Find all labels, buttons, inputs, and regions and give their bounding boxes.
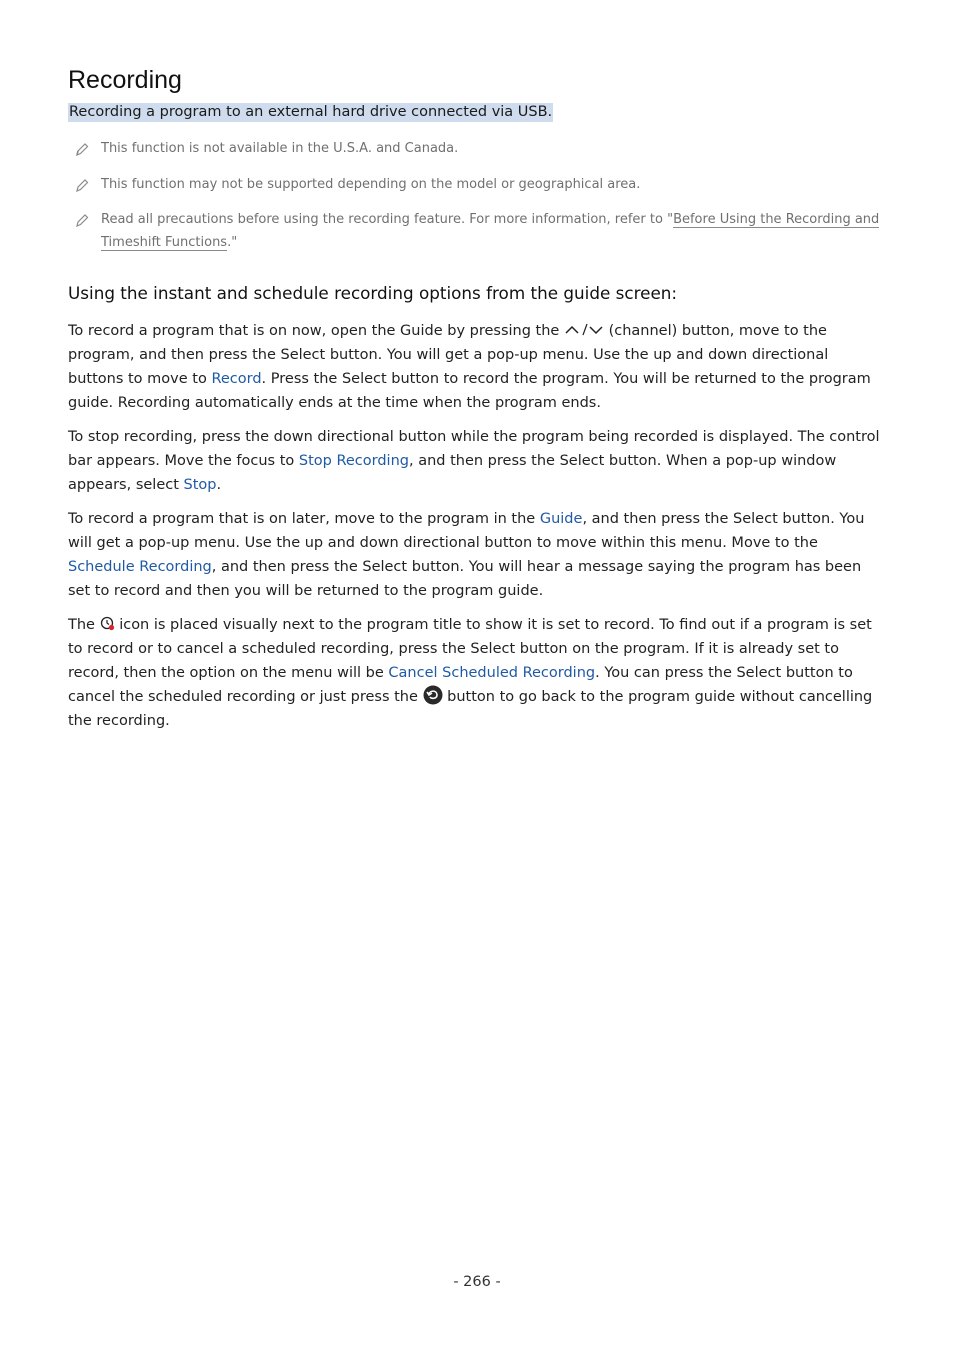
text: The [68,617,95,633]
scheduled-recording-icon [100,616,115,631]
paragraph-instant-record [68,319,886,415]
link-before-using-recording[interactable]: Before Using the Recording and [673,212,880,227]
text: icon is placed visually next to the program title to show it is set to record. To find out if a program is set to record or to cancel a scheduled recording, press the Select button on the program. If it is already set to record, then the option on the menu will be [68,617,872,681]
pencil-note-icon [74,142,90,158]
link-timeshift-functions[interactable]: Timeshift Functions [101,235,228,250]
note-text-pre: Read all precautions before using the recording feature. For more information, refer to " [101,212,674,227]
link-stop[interactable]: Stop [183,477,217,493]
page-title: Recording [68,66,182,94]
text: button to go back to the program guide without cancelling the recording. [68,689,873,729]
paragraph-scheduled-icon [68,613,886,733]
section-heading: Using the instant and schedule recording options from the guide screen: [68,283,678,303]
pencil-note-icon [74,178,90,194]
text: . Press the Select button to record the program. You will be returned to the program guide. Recording automatically ends at the time when the program ends. [68,371,871,411]
paragraph-schedule-recording [68,507,886,603]
note-3 [68,208,886,254]
link-schedule-recording[interactable]: Schedule Recording [68,559,212,575]
text: , and then press the Select button. You will get a pop-up menu. Use the up and down directional button to move within this menu. Move to the [68,511,865,551]
text: To record a program that is on now, open the Guide by pressing the [68,323,560,339]
text: . You can press the Select button to cancel the scheduled recording or just press the [68,665,853,705]
channel-up-down-icon [564,323,604,337]
note-text-post: ." [227,235,238,250]
text: , and then press the Select button. When a pop-up window appears, select [68,453,837,493]
note-1 [68,137,886,160]
page-number: - 266 - [453,1274,501,1290]
note-text: This function is not available in the U.S.A. and Canada. [101,141,459,156]
note-text: This function may not be supported depending on the model or geographical area. [101,177,641,192]
paragraph-stop-recording [68,425,886,497]
note-2 [68,173,886,196]
return-back-icon [423,685,443,705]
text: (channel) button, move to the program, and then press the Select button. You will get a pop-up menu. Use the up and down directional buttons to move to [68,323,829,387]
note-text [101,208,886,254]
link-cancel-scheduled-recording[interactable]: Cancel Scheduled Recording [388,665,596,681]
link-guide[interactable]: Guide [539,511,583,527]
text: . [216,477,222,493]
text: To record a program that is on later, move to the program in the [68,511,536,527]
pencil-note-icon [74,213,90,229]
text: , and then press the Select button. You will hear a message saying the program has been set to record and then you will be returned to the program guide. [68,559,862,599]
text: To stop recording, press the down directional button while the program being recorded is displayed. The control bar appears. Move the focus to [68,429,880,469]
page-subtitle: Recording a program to an external hard drive connected via USB. [69,104,553,120]
link-stop-recording[interactable]: Stop Recording [298,453,409,469]
link-record[interactable]: Record [211,371,262,387]
